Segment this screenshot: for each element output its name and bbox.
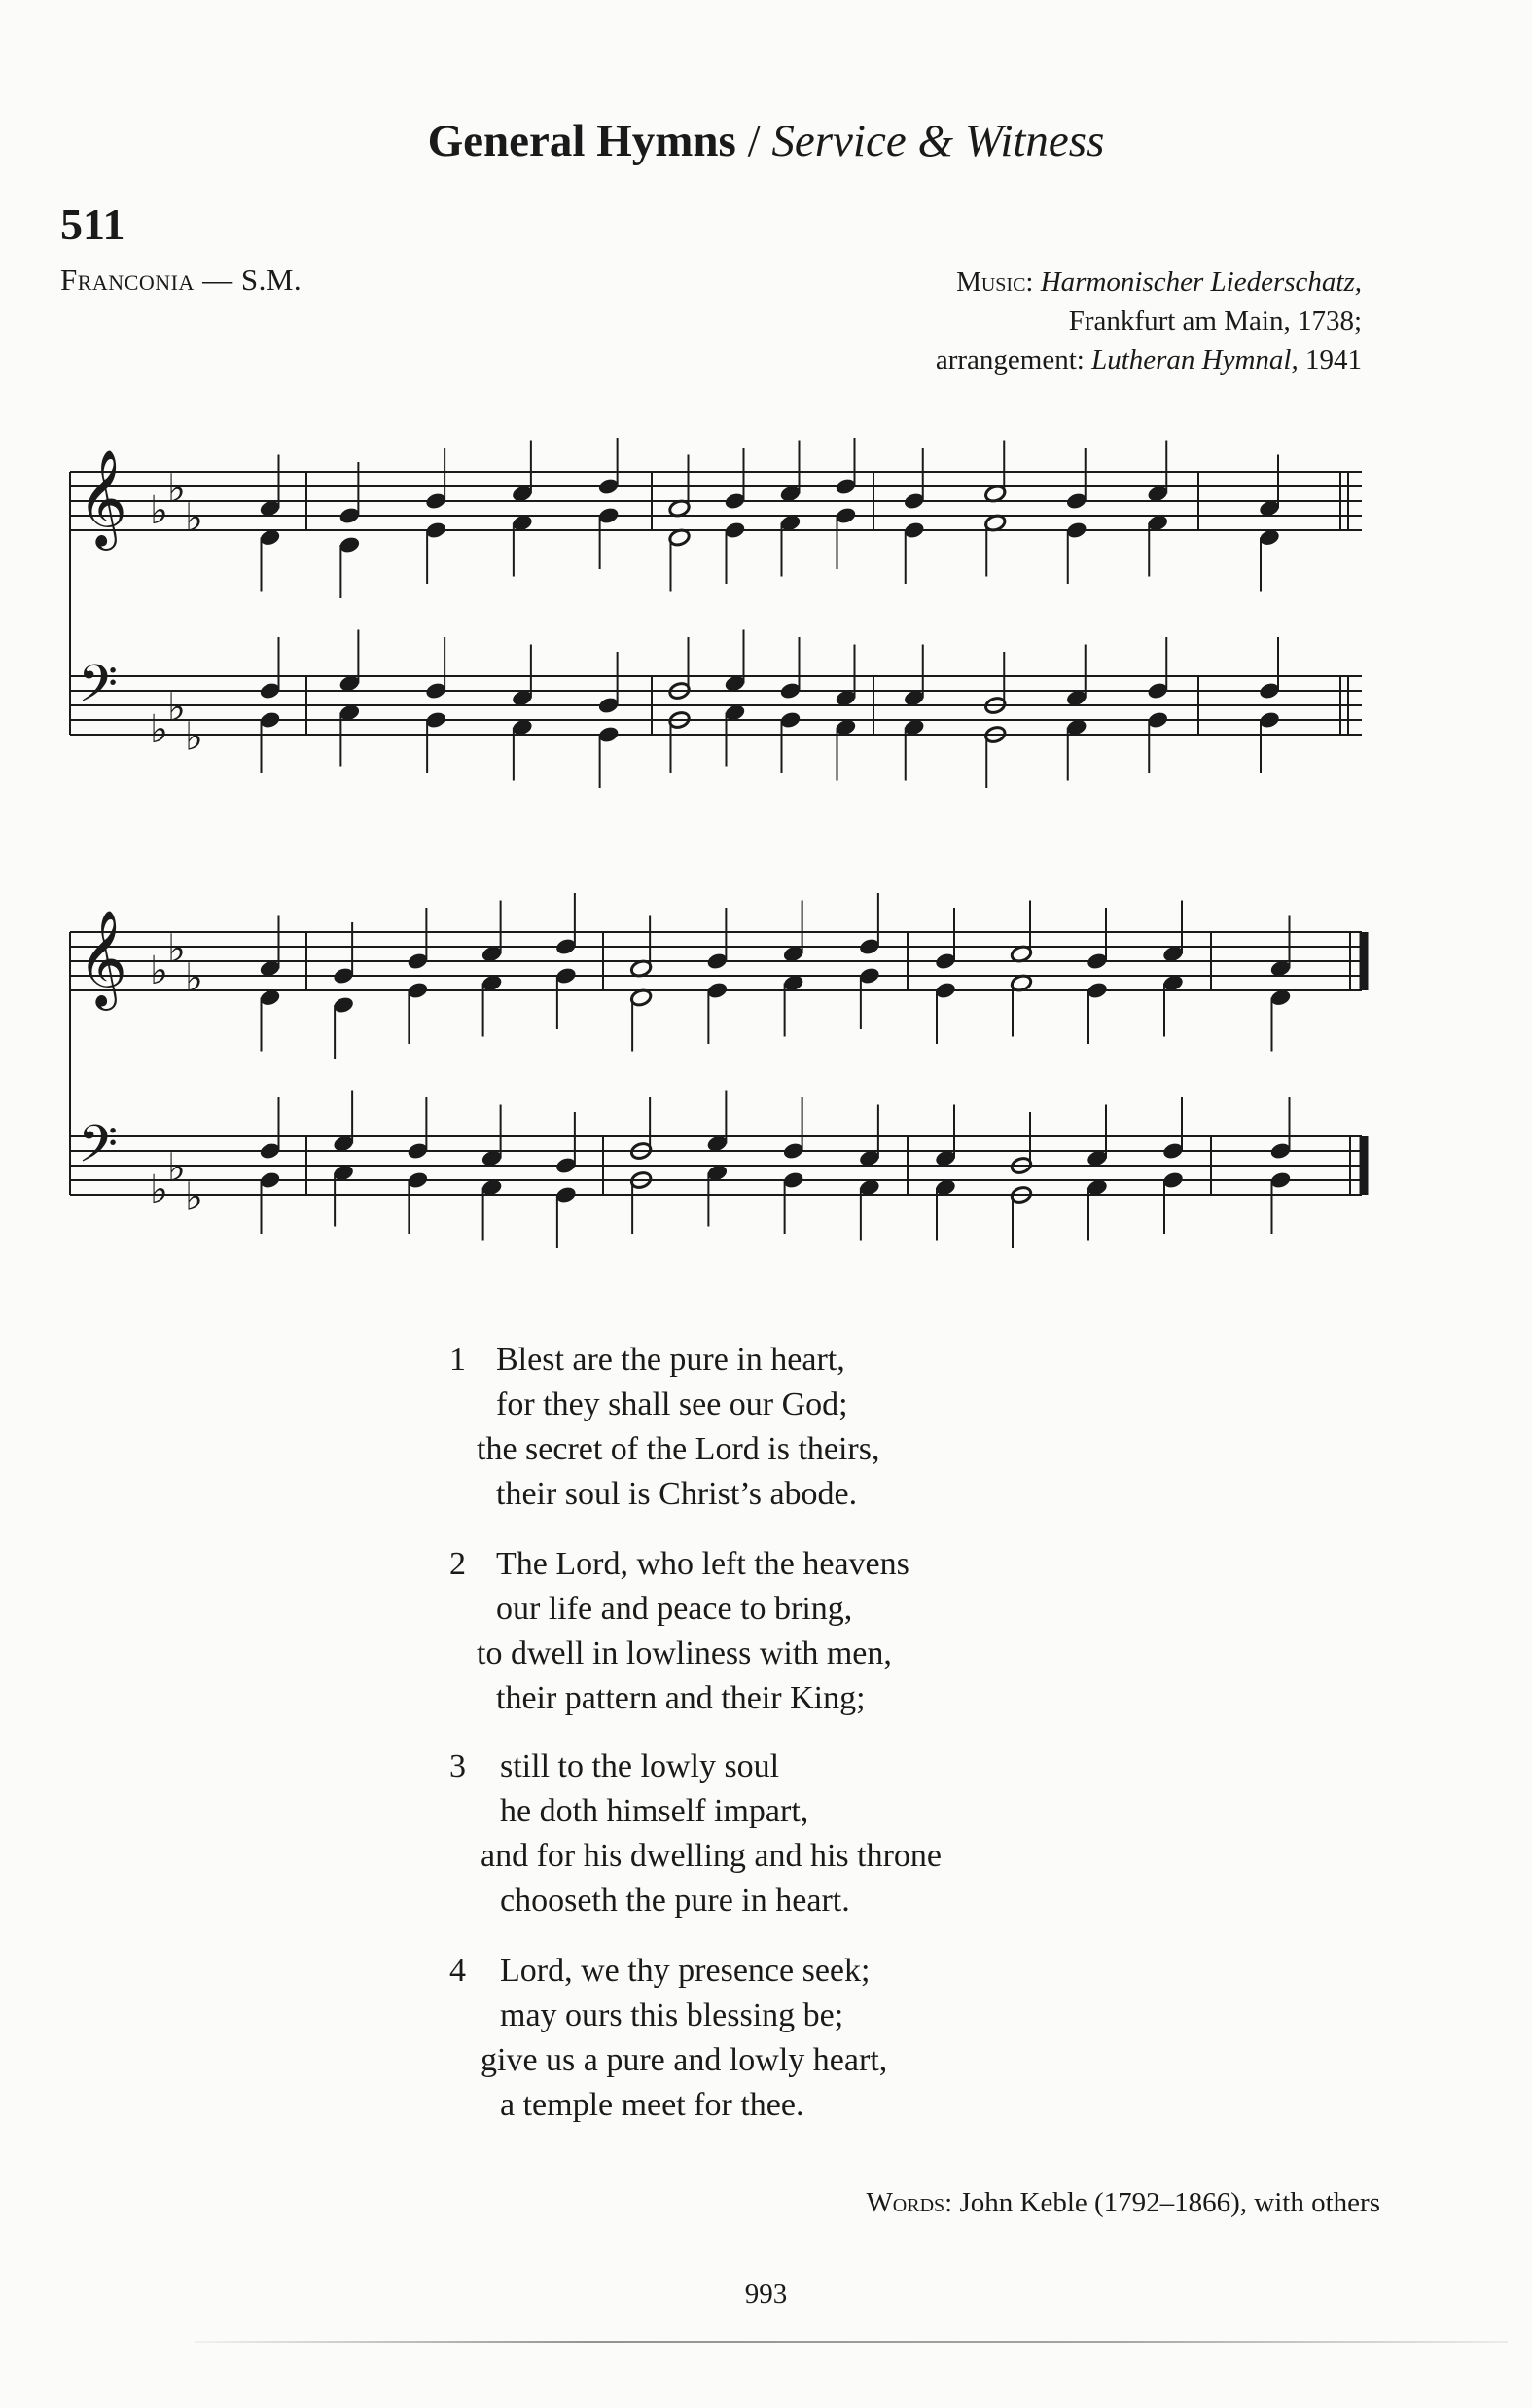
meter: — S.M. [194, 263, 303, 297]
score-system-1 [70, 438, 1362, 788]
heading-separator: / [735, 116, 772, 166]
stanza-number: 4 [449, 1953, 466, 1989]
stanza-number: 2 [449, 1546, 466, 1582]
tune-name: Franconia [60, 263, 195, 297]
stanza-line: to dwell in lowliness with men, [477, 1635, 892, 1671]
hymn-number: 511 [60, 199, 125, 249]
music-source: Harmonischer Liederschatz, [1040, 267, 1362, 298]
stanza-line: Blest are the pure in heart, [496, 1342, 845, 1378]
stanza-line: a temple meet for thee. [500, 2087, 804, 2123]
music-credit [936, 263, 1362, 379]
flat-icon: ♭ [150, 949, 168, 993]
bass-clef-icon: 𝄢 [78, 655, 119, 727]
flat-icon: ♭ [185, 495, 203, 541]
stanza-line: and for his dwelling and his throne [481, 1838, 943, 1874]
arrangement-year: 1941 [1305, 344, 1362, 376]
flat-icon: ♭ [185, 1174, 203, 1220]
flat-icon: ♭ [150, 488, 168, 533]
section-title: General Hymns [427, 116, 736, 166]
stanza-line: may ours this blessing be; [500, 1997, 844, 2033]
stanza-line: for they shall see our God; [496, 1386, 848, 1422]
section-heading [0, 115, 1532, 167]
flat-icon: ♭ [150, 1168, 168, 1212]
stanza-line: their soul is Christ’s abode. [496, 1476, 858, 1512]
stanza-line: still to the lowly soul [500, 1748, 780, 1784]
flat-icon: ♭ [167, 685, 186, 731]
stanza-line: our life and peace to bring, [496, 1591, 853, 1627]
words-author: John Keble (1792–1866), with others [959, 2187, 1380, 2218]
flat-icon: ♭ [185, 955, 203, 1001]
words-credit [866, 2187, 1380, 2219]
flat-icon: ♭ [167, 1145, 186, 1191]
page-rule [195, 2341, 1508, 2343]
flat-icon: ♭ [167, 466, 186, 512]
stanza-4 [449, 1949, 887, 2128]
tune-meter [60, 263, 302, 298]
stanza-3 [449, 1744, 942, 1923]
score-system-2 [70, 893, 1364, 1248]
stanza-number: 1 [449, 1342, 466, 1378]
stanza-line: The Lord, who left the heavens [496, 1546, 909, 1582]
arrangement-label: arrangement: [935, 344, 1085, 376]
stanza-line: the secret of the Lord is theirs, [477, 1431, 880, 1467]
arrangement-source: Lutheran Hymnal, [1091, 344, 1299, 376]
music-score [58, 438, 1381, 1294]
treble-clef-icon: 𝄞 [78, 449, 127, 547]
section-subtitle: Service & Witness [771, 116, 1105, 166]
stanza-number: 3 [449, 1748, 466, 1784]
stanza-line: Lord, we thy presence seek; [500, 1953, 871, 1989]
stanza-line: give us a pure and lowly heart, [481, 2042, 888, 2078]
treble-clef-icon: 𝄞 [78, 910, 127, 1007]
bass-staff [70, 655, 1362, 760]
words-label: Words: [866, 2187, 953, 2218]
stanza-2 [449, 1542, 909, 1721]
stanza-line: he doth himself impart, [500, 1793, 809, 1829]
bass-clef-icon: 𝄢 [78, 1115, 119, 1187]
stanza-line: their pattern and their King; [496, 1680, 866, 1716]
stanza-1 [449, 1338, 879, 1517]
flat-icon: ♭ [185, 714, 203, 760]
music-place-date: Frankfurt am Main, 1738; [1068, 305, 1362, 337]
stanza-line: chooseth the pure in heart. [500, 1883, 850, 1919]
music-label: Music: [956, 267, 1034, 298]
page-number: 993 [744, 2279, 788, 2310]
flat-icon: ♭ [150, 707, 168, 752]
flat-icon: ♭ [167, 926, 186, 972]
